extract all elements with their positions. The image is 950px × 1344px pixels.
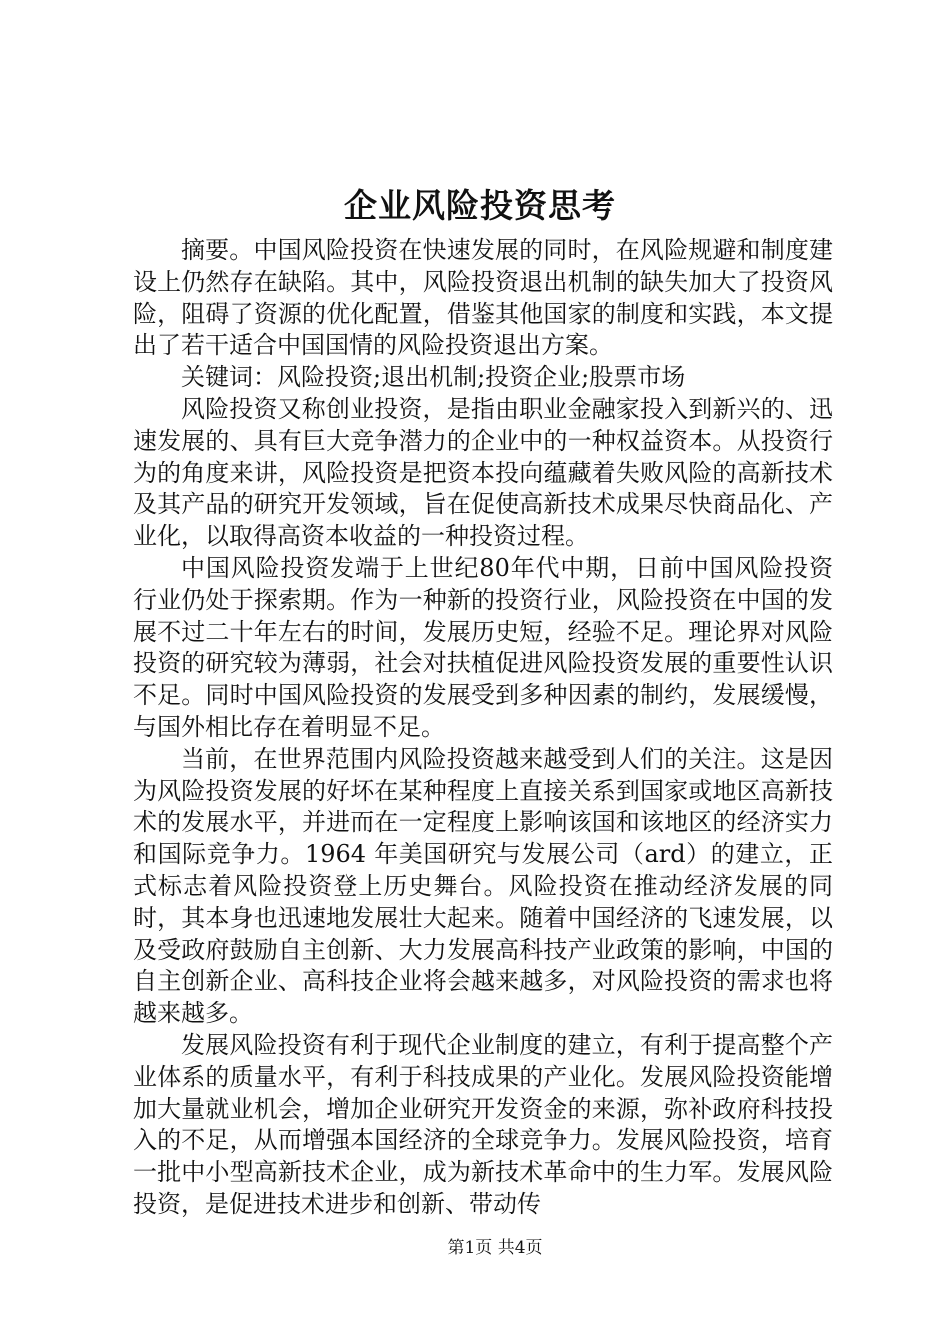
body-paragraph: 发展风险投资有利于现代企业制度的建立，有利于提高整个产业体系的质量水平，有利于科技成果的产业化。发展风险投资能增加大量就业机会，增加企业研究开发资金的来源，弥补政府科技投入的不足，从而增强本国经济的全球竞争力。发展风险投资，培育一批中小型高新技术企业，成为新技术革命中的生力军。发展风险投资，是促进技术进步和创新、带动传 bbox=[133, 1030, 833, 1218]
document-body bbox=[133, 235, 833, 1221]
page-number-footer: 第1页 共4页 bbox=[447, 1238, 543, 1258]
body-paragraph: 风险投资又称创业投资，是指由职业金融家投入到新兴的、迅速发展的、具有巨大竞争潜力的企业中的一种权益资本。从投资行为的角度来讲，风险投资是把资本投向蕴藏着失败风险的高新技术及其产品的研究开发领域，旨在促使高新技术成果尽快商品化、产业化，以取得高资本收益的一种投资过程。 bbox=[133, 394, 833, 551]
body-paragraph: 当前，在世界范围内风险投资越来越受到人们的关注。这是因为风险投资发展的好坏在某种程度上直接关系到国家或地区高新技术的发展水平，并进而在一定程度上影响该国和该地区的经济实力和国际竞争力。1964 年美国研究与发展公司（ard）的建立，正式标志着风险投资登上历史舞台。风险投资在推动经济发展的同时，其本身也迅速地发展壮大起来。随着中国经济的飞速发展，以及受政府鼓励自主创新、大力发展高科技产业政策的影响，中国的自主创新企业、高科技企业将会越来越多，对风险投资的需求也将越来越多。 bbox=[133, 744, 833, 1028]
body-paragraph: 中国风险投资发端于上世纪80年代中期，日前中国风险投资行业仍处于探索期。作为一种新的投资行业，风险投资在中国的发展不过二十年左右的时间，发展历史短，经验不足。理论界对风险投资的研究较为薄弱，社会对扶植促进风险投资发展的重要性认识不足。同时中国风险投资的发展受到多种因素的制约，发展缓慢，与国外相比存在着明显不足。 bbox=[133, 553, 833, 741]
document-title: 企业风险投资思考 bbox=[344, 186, 616, 225]
keywords-paragraph: 关键词：风险投资;退出机制;投资企业;股票市场 bbox=[181, 363, 686, 392]
abstract-paragraph: 摘要。中国风险投资在快速发展的同时，在风险规避和制度建设上仍然存在缺陷。其中，风险投资退出机制的缺失加大了投资风险，阻碍了资源的优化配置，借鉴其他国家的制度和实践，本文提出了若干适合中国国情的风险投资退出方案。 bbox=[133, 236, 833, 360]
